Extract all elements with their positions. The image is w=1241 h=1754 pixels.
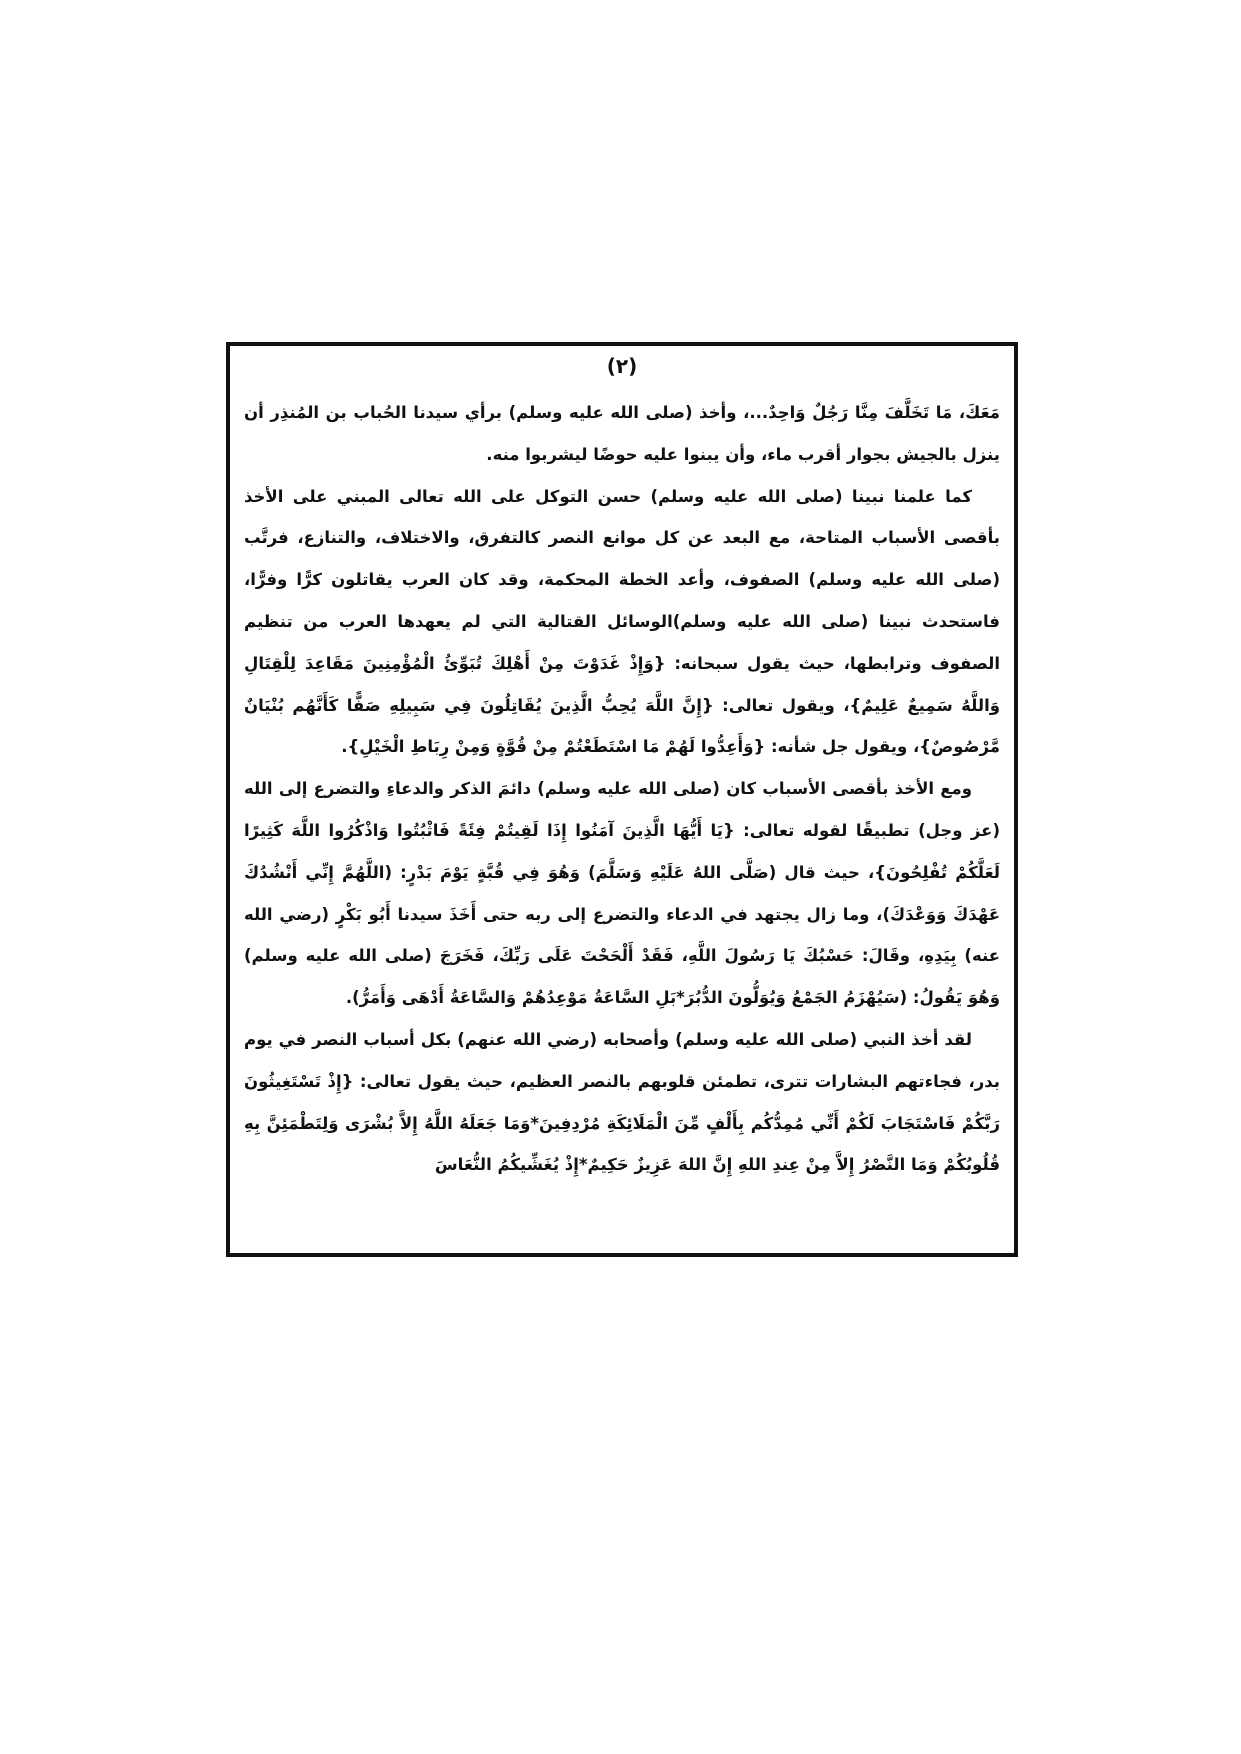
paragraph: كما علمنا نبينا (صلى الله عليه وسلم) حسن التوكل على الله تعالى المبني على الأخذ بأقصى الأسباب المتاحة، مع البعد عن كل موانع النصر كالتفرق، والاختلاف، والتنازع، فرتَّب (صلى الله عليه وسلم) الصفوف، وأعد الخطة المحكمة، وقد كان العرب يقاتلون كرًّا وفرًّا، فاستحدث نبينا (صلى الله عليه وسلم)الوسائل القتالية التي لم يعهدها العرب من تنظيم الصفوف وترابطها، حيث يقول سبحانه: {وَإِذْ غَدَوْتَ مِنْ أَهْلِكَ تُبَوِّئُ الْمُؤْمِنِينَ مَقَاعِدَ لِلْقِتَالِ وَاللَّهُ سَمِيعٌ عَلِيمٌ}، ويقول تعالى: {إِنَّ اللَّهَ يُحِبُّ الَّذِينَ يُقَاتِلُونَ فِي سَبِيلِهِ صَفًّا كَأَنَّهُم بُنْيَانٌ مَّرْصُوصٌ}، ويقول جل شأنه: {وَأَعِدُّوا لَهُمْ مَا اسْتَطَعْتُمْ مِنْ قُوَّةٍ وَمِنْ رِبَاطِ الْخَيْلِ}. bbox=[244, 486, 1000, 757]
paragraph: ومع الأخذ بأقصى الأسباب كان (صلى الله عليه وسلم) دائمَ الذكر والدعاءِ والتضرع إلى الله (عز وجل) تطبيقًا لقوله تعالى: {يَا أَيُّهَا الَّذِينَ آمَنُوا إِذَا لَقِيتُمْ فِئَةً فَاثْبُتُوا وَاذْكُرُوا اللَّهَ كَثِيرًا لَعَلَّكُمْ تُفْلِحُونَ}، حيث قال (صَلَّى اللهُ عَلَيْهِ وَسَلَّمَ) وَهُوَ فِي قُبَّةٍ يَوْمَ بَدْرٍ: (اللَّهُمَّ إِنِّي أَنْشُدُكَ عَهْدَكَ وَوَعْدَكَ)، وما زال يجتهد في الدعاء والتضرع إلى ربه حتى أَخَذَ سيدنا أَبُو بَكْرٍ (رضي الله عنه) بِيَدِهِ، وقَالَ: حَسْبُكَ يَا رَسُولَ اللَّهِ، فَقَدْ أَلْحَحْتَ عَلَى رَبِّكَ، فَخَرَجَ (صلى الله عليه وسلم) وَهُوَ يَقُولُ: (سَيُهْزَمُ الجَمْعُ وَيُوَلُّونَ الدُّبُرَ*بَلِ السَّاعَةُ مَوْعِدُهُمْ وَالسَّاعَةُ أَدْهَى وَأَمَرُّ). bbox=[244, 779, 1000, 1008]
page-number: (٢) bbox=[606, 354, 638, 378]
page-frame bbox=[226, 342, 1018, 1257]
paragraph: لقد أخذ النبي (صلى الله عليه وسلم) وأصحابه (رضي الله عنهم) بكل أسباب النصر في يوم بدر، فجاءتهم البشارات تترى، تطمئن قلوبهم بالنصر العظيم، حيث يقول تعالى: {إِذْ تَسْتَغِيثُونَ رَبَّكُمْ فَاسْتَجَابَ لَكُمْ أَنِّي مُمِدُّكُم بِأَلْفٍ مِّنَ الْمَلَائِكَةِ مُرْدِفِينَ*وَمَا جَعَلَهُ اللَّهُ إِلاَّ بُشْرَى وَلِتَطْمَئِنَّ بِهِ قُلُوبُكُمْ وَمَا النَّصْرُ إِلاَّ مِنْ عِندِ اللهِ إِنَّ اللهَ عَزِيزٌ حَكِيمٌ*إِذْ يُغَشِّيكُمُ النُّعَاسَ bbox=[244, 1029, 1000, 1175]
page-body bbox=[244, 392, 1000, 1186]
paragraph: مَعَكَ، مَا تَخَلَّفَ مِنَّا رَجُلٌ وَاحِدٌ...، وأخذ (صلى الله عليه وسلم) برأي سيدنا الحُباب بن المُنذِر أن ينزل بالجيش بجوار أقرب ماء، وأن يبنوا عليه حوضًا ليشربوا منه. bbox=[244, 403, 1000, 464]
